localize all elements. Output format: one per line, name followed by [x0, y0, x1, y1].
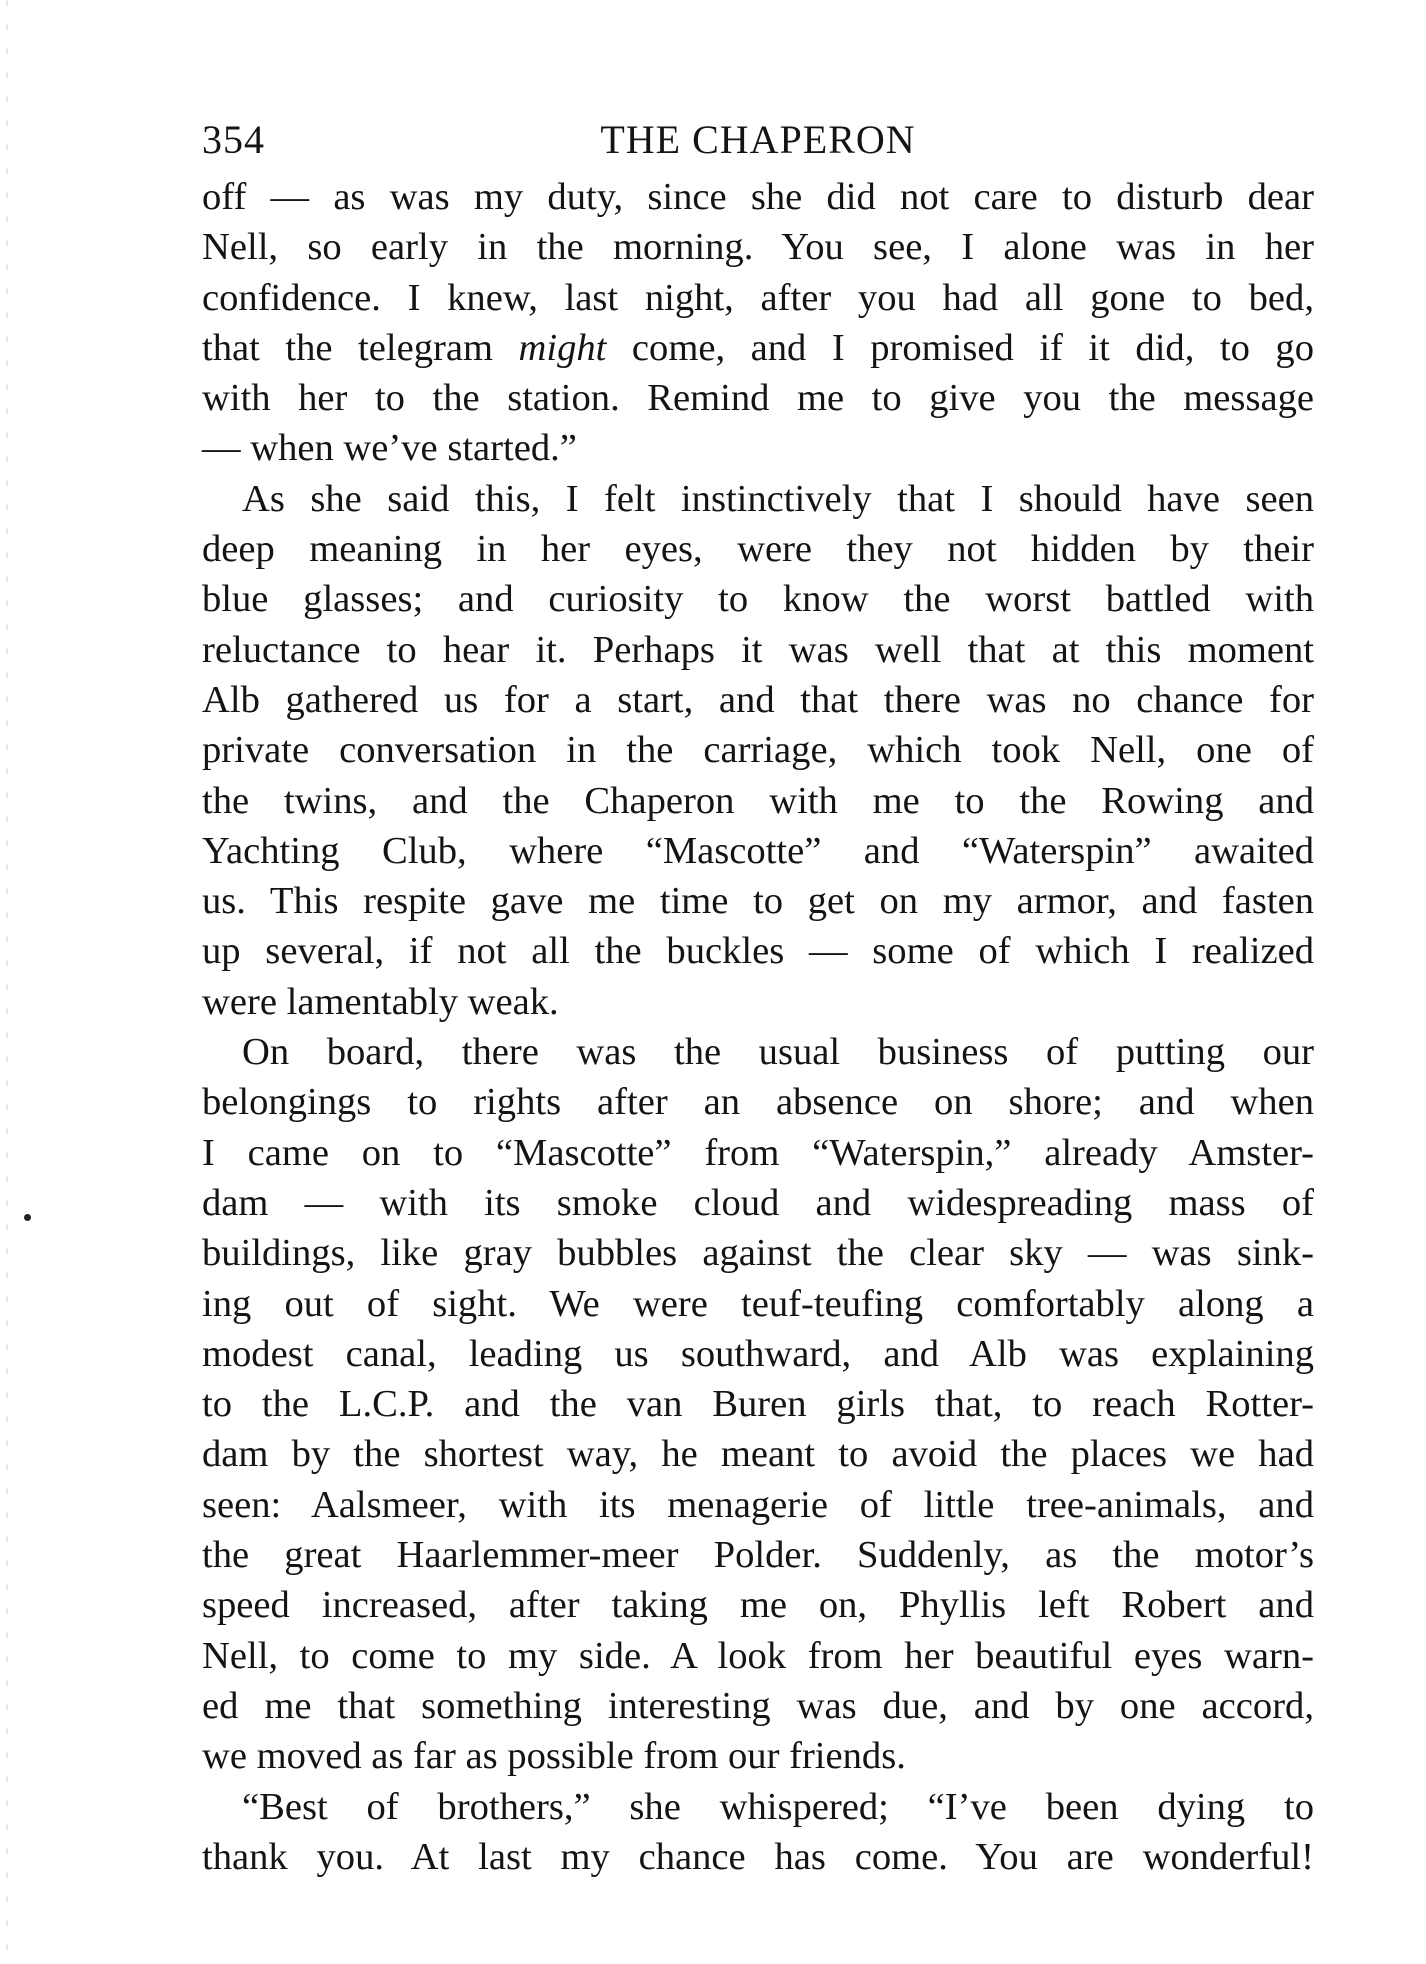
emphasized-word: might — [518, 326, 607, 369]
stray-ink-dot — [24, 1214, 31, 1221]
text-line: modest canal, leading us southward, and Alb was explaining — [202, 1332, 1314, 1375]
text-line: were lamentably weak. — [202, 980, 559, 1023]
text-line: seen: Aalsmeer, with its menagerie of little tree-animals, and — [202, 1483, 1314, 1526]
paragraph — [202, 172, 1314, 474]
text-line: up several, if not all the buckles — some of which I realized — [202, 930, 1314, 973]
paragraph — [202, 1782, 1314, 1883]
text-line: us. This respite gave me time to get on my armor, and fasten — [202, 880, 1314, 923]
text-line: Alb gathered us for a start, and that there was no chance for — [202, 678, 1314, 721]
body-text — [202, 172, 1314, 1882]
text-line: ed me that something interesting was due, and by one accord, — [202, 1684, 1314, 1727]
paragraph — [202, 1027, 1314, 1781]
text-line: As she said this, I felt instinctively that I should have seen — [242, 477, 1314, 520]
paragraph — [202, 474, 1314, 1027]
scan-edge-marks — [6, 0, 8, 1964]
page-header — [202, 110, 1314, 170]
text-line: thank you. At last my chance has come. You are wonderful! — [202, 1835, 1314, 1878]
text-line: speed increased, after taking me on, Phyllis left Robert and — [202, 1584, 1314, 1627]
text-line: the twins, and the Chaperon with me to the Rowing and — [202, 779, 1314, 822]
text-line: off — as was my duty, since she did not care to disturb dear — [202, 176, 1314, 218]
running-head-title: THE CHAPERON — [600, 117, 916, 162]
text-line: that the telegram might come, and I promised if it did, to go — [202, 326, 1314, 369]
text-line: — when we’ve started.” — [202, 427, 577, 470]
text-line: deep meaning in her eyes, were they not hidden by their — [202, 528, 1314, 571]
text-line: Nell, to come to my side. A look from her beautiful eyes warn- — [202, 1634, 1314, 1677]
text-line: we moved as far as possible from our friends. — [202, 1735, 906, 1778]
text-line: Yachting Club, where “Mascotte” and “Waterspin” awaited — [202, 829, 1314, 872]
page-number: 354 — [202, 117, 265, 162]
text-line: the great Haarlemmer-meer Polder. Suddenly, as the motor’s — [202, 1534, 1314, 1577]
text-line: “Best of brothers,” she whispered; “I’ve been dying to — [242, 1785, 1314, 1828]
text-line: to the L.C.P. and the van Buren girls that, to reach Rotter- — [202, 1383, 1314, 1426]
text-line: dam by the shortest way, he meant to avoid the places we had — [202, 1433, 1314, 1476]
text-line: buildings, like gray bubbles against the clear sky — was sink- — [202, 1232, 1314, 1275]
text-line: dam — with its smoke cloud and widespreading mass of — [202, 1181, 1314, 1224]
text-line: confidence. I knew, last night, after you had all gone to bed, — [202, 276, 1314, 319]
text-line: reluctance to hear it. Perhaps it was well that at this moment — [202, 628, 1314, 671]
text-line: with her to the station. Remind me to give you the message — [202, 377, 1314, 420]
text-line: Nell, so early in the morning. You see, I alone was in her — [202, 226, 1314, 269]
text-line: ing out of sight. We were teuf-teufing comfortably along a — [202, 1282, 1314, 1325]
text-line: blue glasses; and curiosity to know the worst battled with — [202, 578, 1314, 621]
text-line: belongings to rights after an absence on shore; and when — [202, 1081, 1314, 1124]
text-line: I came on to “Mascotte” from “Waterspin,” already Amster- — [202, 1131, 1314, 1174]
text-line: private conversation in the carriage, which took Nell, one of — [202, 729, 1314, 772]
text-line: On board, there was the usual business of putting our — [242, 1031, 1314, 1074]
